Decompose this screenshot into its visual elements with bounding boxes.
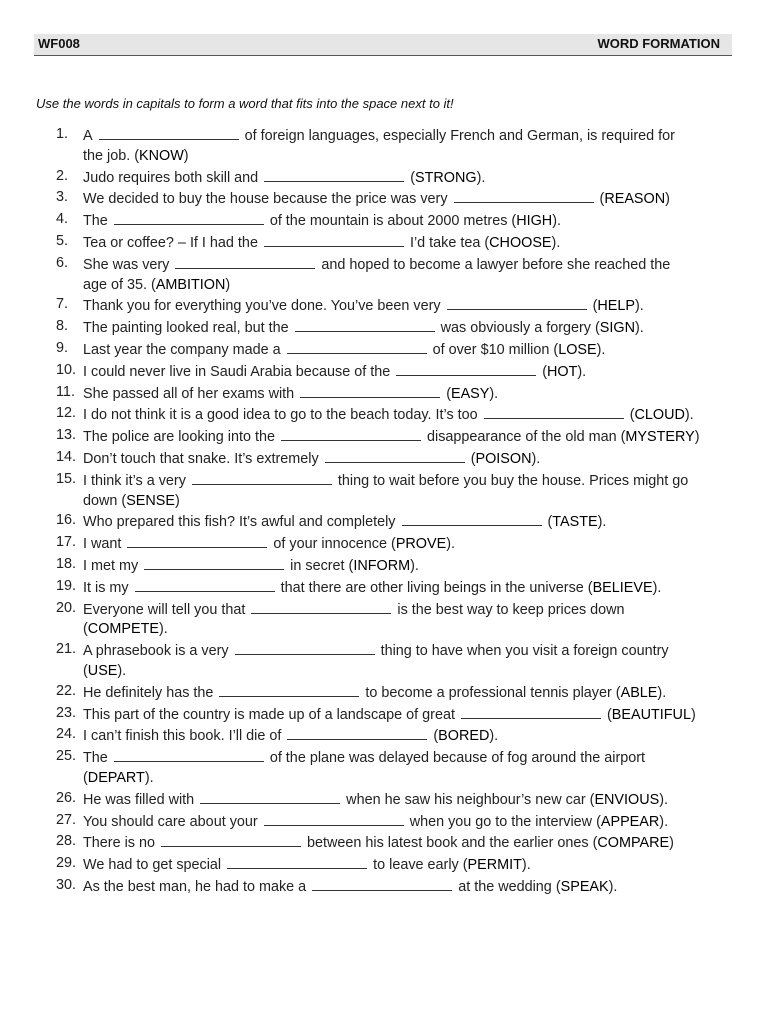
item-sentence [83, 580, 661, 596]
sentence-after-blank: of over $10 million [432, 341, 550, 358]
keyword-close: ). [446, 536, 455, 553]
keyword-close: ) [175, 492, 180, 509]
exercise-item [56, 404, 736, 426]
sentence-after-blank: when you go to the interview [409, 813, 593, 830]
keyword: PROVE [395, 536, 447, 553]
sentence-after-blank: of the mountain is about 2000 metres [269, 213, 508, 230]
item-number: 17. [56, 534, 77, 551]
item-number: 16. [56, 512, 77, 529]
keyword-close: ). [489, 728, 499, 745]
exercise-item [56, 188, 736, 210]
item-sentence [83, 342, 605, 358]
sentence-before-blank: I do not think it is a good idea to go to the beach today. It’s too [83, 407, 478, 424]
item-sentence [83, 707, 696, 723]
keyword-group: (CHOOSE). [480, 234, 561, 251]
answer-blank[interactable] [264, 232, 404, 247]
keyword: INFORM [353, 557, 411, 574]
worksheet-code: WF008 [38, 36, 80, 51]
keyword: POISON [475, 450, 532, 467]
exercise-item [56, 599, 736, 641]
sentence-before-blank: I can’t finish this book. I’ll die of [83, 728, 282, 745]
keyword-close: ) [669, 835, 674, 852]
keyword-close: ) [665, 191, 670, 208]
answer-blank[interactable] [99, 125, 239, 140]
answer-blank[interactable] [300, 383, 440, 398]
sentence-continuation [83, 769, 736, 789]
item-number: 15. [56, 470, 77, 487]
answer-blank[interactable] [264, 167, 404, 182]
exercise-item [56, 811, 736, 833]
item-sentence [83, 857, 531, 873]
item-number: 27. [56, 811, 77, 828]
keyword: AMBITION [155, 276, 226, 293]
keyword: CHOOSE [489, 234, 552, 251]
exercise-item [56, 577, 736, 599]
keyword-group: (CLOUD). [629, 407, 694, 424]
keyword-group: (PERMIT). [458, 857, 531, 874]
sentence-before-blank: He was filled with [83, 791, 195, 808]
keyword-group: (MYSTERY) [616, 429, 700, 446]
item-number: 7. [56, 296, 69, 313]
keyword: ENVIOUS [594, 791, 660, 808]
keyword: HELP [597, 298, 635, 315]
keyword: DEPART [87, 769, 145, 786]
exercise-item [56, 426, 736, 448]
keyword-group: (EASY). [446, 385, 499, 402]
keyword: USE [87, 662, 118, 679]
item-number: 8. [56, 318, 69, 335]
keyword-close: ). [489, 385, 499, 402]
keyword-group: (AMBITION) [151, 276, 231, 293]
keyword-group: (APPEAR). [592, 813, 669, 830]
keyword: MYSTERY [625, 429, 695, 446]
item-number: 10. [56, 361, 77, 378]
sentence-before-blank: We decided to buy the house because the price was very [83, 191, 448, 208]
item-number: 18. [56, 555, 77, 572]
exercise-item [56, 339, 736, 361]
sentence-continuation [83, 620, 736, 640]
sentence-before-blank: The police are looking into the [83, 429, 275, 446]
item-sentence [83, 451, 540, 467]
continuation-text: down [83, 492, 118, 509]
sentence-before-blank: As the best man, he had to make a [83, 878, 307, 895]
sentence-before-blank: A phrasebook is a very [83, 643, 229, 660]
exercise-item [56, 725, 736, 747]
keyword-group: (BELIEVE). [583, 579, 662, 596]
keyword-close: ). [551, 234, 561, 251]
item-sentence [83, 792, 668, 808]
keyword-group: (SIGN). [590, 320, 644, 337]
keyword: STRONG [415, 169, 477, 186]
keyword-group: (HOT). [542, 363, 587, 380]
keyword: ABLE [620, 684, 658, 701]
keyword: APPEAR [600, 813, 660, 830]
item-number: 19. [56, 577, 77, 594]
sentence-before-blank: We had to get special [83, 857, 222, 874]
keyword: SENSE [126, 492, 175, 509]
keyword-group: (HIGH). [507, 213, 561, 230]
sentence-after-blank: is the best way to keep prices down [397, 601, 625, 618]
answer-blank[interactable] [325, 448, 465, 463]
keyword-close: ). [657, 684, 667, 701]
keyword: KNOW [139, 147, 184, 164]
keyword: HIGH [516, 213, 553, 230]
sentence-continuation [83, 492, 736, 512]
answer-blank[interactable] [192, 470, 332, 485]
answer-blank[interactable] [281, 426, 421, 441]
sentence-before-blank: She passed all of her exams with [83, 385, 295, 402]
keyword-group: (POISON). [470, 450, 541, 467]
item-sentence [83, 320, 644, 336]
keyword-close: ). [521, 857, 531, 874]
keyword-close: ). [476, 169, 486, 186]
keyword: BELIEVE [592, 579, 653, 596]
sentence-before-blank: She was very [83, 256, 170, 273]
exercise-item [56, 533, 736, 555]
keyword: SIGN [599, 320, 635, 337]
keyword-close: ). [635, 298, 644, 315]
keyword: BEAUTIFUL [611, 706, 691, 723]
item-sentence [83, 298, 644, 314]
sentence-after-blank: and hoped to become a lawyer before she reached the [321, 256, 671, 273]
item-number: 20. [56, 599, 77, 616]
item-number: 11. [56, 383, 75, 400]
keyword-group: (ENVIOUS). [585, 791, 669, 808]
item-sentence [83, 191, 670, 207]
item-sentence [83, 685, 666, 701]
item-sentence [83, 407, 694, 423]
exercise-item [56, 832, 736, 854]
keyword-group: (ABLE). [611, 684, 667, 701]
exercise-item [56, 383, 736, 405]
item-number: 29. [56, 855, 77, 872]
item-sentence [83, 170, 485, 186]
sentence-before-blank: A [83, 128, 93, 144]
sentence-before-blank: Last year the company made a [83, 341, 281, 358]
sentence-before-blank: Don’t touch that snake. It’s extremely [83, 450, 319, 467]
answer-blank[interactable] [447, 295, 587, 310]
answer-blank[interactable] [114, 210, 264, 225]
sentence-before-blank: I think it’s a very [83, 472, 186, 489]
item-sentence [83, 602, 625, 618]
sentence-before-blank: This part of the country is made up of a landscape of great [83, 706, 455, 723]
item-number: 5. [56, 232, 69, 249]
exercise-item [56, 361, 736, 383]
keyword: COMPETE [87, 621, 159, 638]
exercise-item [56, 640, 736, 682]
keyword-close: ) [694, 429, 700, 446]
item-number: 22. [56, 682, 77, 699]
keyword: BORED [438, 728, 490, 745]
exercise-item [56, 167, 736, 189]
answer-blank[interactable] [287, 339, 427, 354]
sentence-after-blank: to leave early [373, 857, 459, 874]
keyword-close: ) [183, 147, 189, 164]
keyword-close: ). [577, 363, 587, 380]
sentence-before-blank: I met my [83, 557, 139, 574]
item-sentence [83, 879, 617, 895]
item-number: 3. [56, 189, 69, 206]
answer-blank[interactable] [396, 361, 536, 376]
answer-blank[interactable] [114, 747, 264, 762]
keyword-close: ). [597, 514, 607, 531]
item-number: 13. [56, 427, 77, 444]
keyword-close: ). [144, 769, 154, 786]
item-sentence [83, 514, 606, 530]
answer-blank[interactable] [161, 832, 301, 847]
keyword: COMPARE [597, 835, 670, 852]
keyword-close: ). [608, 878, 618, 895]
item-sentence [83, 814, 668, 830]
item-sentence [83, 473, 688, 489]
sentence-before-blank: He definitely has the [83, 684, 214, 701]
keyword-group: (USE). [83, 662, 127, 679]
item-number: 24. [56, 726, 77, 743]
sentence-after-blank: I’d take tea [409, 234, 481, 251]
sentence-continuation [83, 276, 736, 296]
exercise-item [56, 789, 736, 811]
item-sentence [83, 128, 675, 144]
keyword: CLOUD [634, 407, 685, 424]
exercise-item [56, 295, 736, 317]
header-bar [34, 34, 732, 56]
sentence-after-blank: when he saw his neighbour’s new car [346, 791, 586, 808]
item-sentence [83, 235, 560, 251]
sentence-before-blank: The [83, 750, 108, 767]
sentence-after-blank: at the wedding [458, 878, 552, 895]
keyword: SPEAK [560, 878, 609, 895]
item-sentence [83, 213, 561, 229]
keyword-group: (BORED). [433, 728, 499, 745]
keyword-close: ). [652, 579, 662, 596]
exercise-item [56, 254, 736, 296]
keyword-close: ). [659, 791, 669, 808]
item-number: 21. [56, 641, 77, 658]
keyword-group: (SPEAK). [551, 878, 618, 895]
answer-blank[interactable] [461, 704, 601, 719]
sentence-after-blank: thing to wait before you buy the house. Prices might go [337, 472, 689, 489]
continuation-text: age of 35. [83, 276, 148, 293]
keyword-close: ). [659, 813, 669, 830]
item-number: 2. [56, 167, 69, 184]
sentence-before-blank: Tea or coffee? – If I had the [83, 234, 258, 251]
keyword: PERMIT [467, 857, 522, 874]
sentence-before-blank: There is no [83, 835, 155, 852]
answer-blank[interactable] [402, 511, 542, 526]
answer-blank[interactable] [295, 317, 435, 332]
sentence-after-blank: to become a professional tennis player [365, 684, 612, 701]
item-sentence [83, 536, 455, 552]
answer-blank[interactable] [144, 555, 284, 570]
sentence-after-blank: of your innocence [273, 536, 388, 553]
keyword-group: (SENSE) [121, 492, 180, 509]
exercise-item [56, 125, 736, 167]
sentence-after-blank: was obviously a forgery [440, 320, 591, 337]
exercise-item [56, 448, 736, 470]
exercise-item [56, 876, 736, 898]
keyword-close: ). [684, 407, 694, 424]
item-sentence [83, 643, 669, 659]
sentence-after-blank: of the plane was delayed because of fog around the airport [269, 750, 646, 767]
item-sentence [83, 386, 498, 402]
answer-blank[interactable] [264, 811, 404, 826]
sentence-before-blank: Everyone will tell you that [83, 601, 246, 618]
sentence-after-blank: disappearance of the old man [427, 429, 617, 446]
keyword-group: (COMPETE). [83, 621, 168, 638]
keyword-close: ) [690, 706, 696, 723]
keyword-group: (PROVE). [387, 536, 455, 553]
item-sentence [83, 364, 586, 380]
answer-blank[interactable] [200, 789, 340, 804]
item-sentence [83, 835, 674, 851]
exercise-item [56, 210, 736, 232]
sentence-before-blank: The [83, 213, 108, 230]
instructions-text: Use the words in capitals to form a word that fits into the space next to it! [36, 96, 454, 111]
keyword: HOT [547, 363, 578, 380]
item-number: 9. [56, 339, 69, 356]
answer-blank[interactable] [287, 725, 427, 740]
answer-blank[interactable] [227, 854, 367, 869]
exercise-item [56, 511, 736, 533]
sentence-after-blank: in secret [290, 557, 345, 574]
keyword-group: (STRONG). [410, 169, 486, 186]
keyword-close: ). [634, 320, 644, 337]
keyword-group: (LOSE). [549, 341, 606, 358]
item-number: 25. [56, 748, 77, 765]
answer-blank[interactable] [454, 188, 594, 203]
keyword-group: (KNOW) [134, 147, 189, 164]
keyword-close: ). [158, 621, 168, 638]
item-number: 28. [56, 833, 77, 850]
keyword-group: (COMPARE) [588, 835, 674, 852]
item-number: 4. [56, 211, 69, 228]
keyword-close: ). [552, 213, 561, 230]
sentence-before-blank: Who prepared this fish? It’s awful and completely [83, 514, 396, 531]
sentence-after-blank: of foreign languages, especially French and German, is required for [244, 128, 675, 144]
keyword-close: ). [531, 450, 541, 467]
sentence-after-blank: between his latest book and the earlier ones [307, 835, 589, 852]
item-number: 12. [56, 405, 77, 422]
sentence-before-blank: You should care about your [83, 813, 258, 830]
exercise-item [56, 704, 736, 726]
keyword-close: ). [596, 341, 606, 358]
keyword-group: (DEPART). [83, 769, 154, 786]
sentence-before-blank: Judo requires both skill and [83, 169, 259, 186]
answer-blank[interactable] [135, 577, 275, 592]
keyword: REASON [604, 191, 666, 208]
answer-blank[interactable] [219, 682, 359, 697]
answer-blank[interactable] [235, 640, 375, 655]
keyword-close: ). [117, 662, 127, 679]
answer-blank[interactable] [251, 599, 391, 614]
sentence-continuation [83, 662, 736, 682]
exercise-item [56, 854, 736, 876]
item-number: 23. [56, 704, 77, 721]
answer-blank[interactable] [484, 404, 624, 419]
sentence-before-blank: It is my [83, 579, 129, 596]
keyword-group: (REASON) [599, 191, 670, 208]
sentence-before-blank: I could never live in Saudi Arabia because of the [83, 363, 391, 380]
item-number: 1. [56, 126, 69, 142]
keyword-group: (BEAUTIFUL) [606, 706, 696, 723]
sentence-before-blank: The painting looked real, but the [83, 320, 289, 337]
item-sentence [83, 750, 645, 766]
keyword-group: (HELP). [592, 298, 644, 315]
worksheet-title: WORD FORMATION [597, 36, 720, 51]
exercise-item [56, 682, 736, 704]
item-number: 14. [56, 448, 77, 465]
answer-blank[interactable] [312, 876, 452, 891]
continuation-text: the job. [83, 147, 131, 164]
sentence-continuation [83, 147, 736, 167]
exercise-item [56, 747, 736, 789]
keyword-group: (TASTE). [547, 514, 607, 531]
keyword: TASTE [552, 514, 598, 531]
item-sentence [83, 429, 700, 445]
sentence-before-blank: Thank you for everything you’ve done. You’ve been very [83, 298, 441, 315]
exercise-item [56, 317, 736, 339]
keyword-close: ). [410, 557, 419, 574]
sentence-after-blank: thing to have when you visit a foreign country [380, 643, 669, 660]
exercise-item [56, 232, 736, 254]
exercise-item [56, 555, 736, 577]
keyword-group: (INFORM). [344, 557, 419, 574]
sentence-after-blank: that there are other living beings in the universe [280, 579, 584, 596]
exercise-list [56, 125, 736, 898]
keyword-close: ) [225, 276, 231, 293]
keyword: EASY [450, 385, 490, 402]
item-sentence [83, 558, 419, 574]
item-number: 30. [56, 876, 77, 893]
item-sentence [83, 257, 670, 273]
item-number: 26. [56, 789, 77, 806]
item-number: 6. [56, 254, 69, 271]
sentence-before-blank: I want [83, 536, 122, 553]
item-sentence [83, 728, 498, 744]
answer-blank[interactable] [127, 533, 267, 548]
answer-blank[interactable] [175, 254, 315, 269]
keyword: LOSE [558, 341, 597, 358]
exercise-item [56, 470, 736, 512]
